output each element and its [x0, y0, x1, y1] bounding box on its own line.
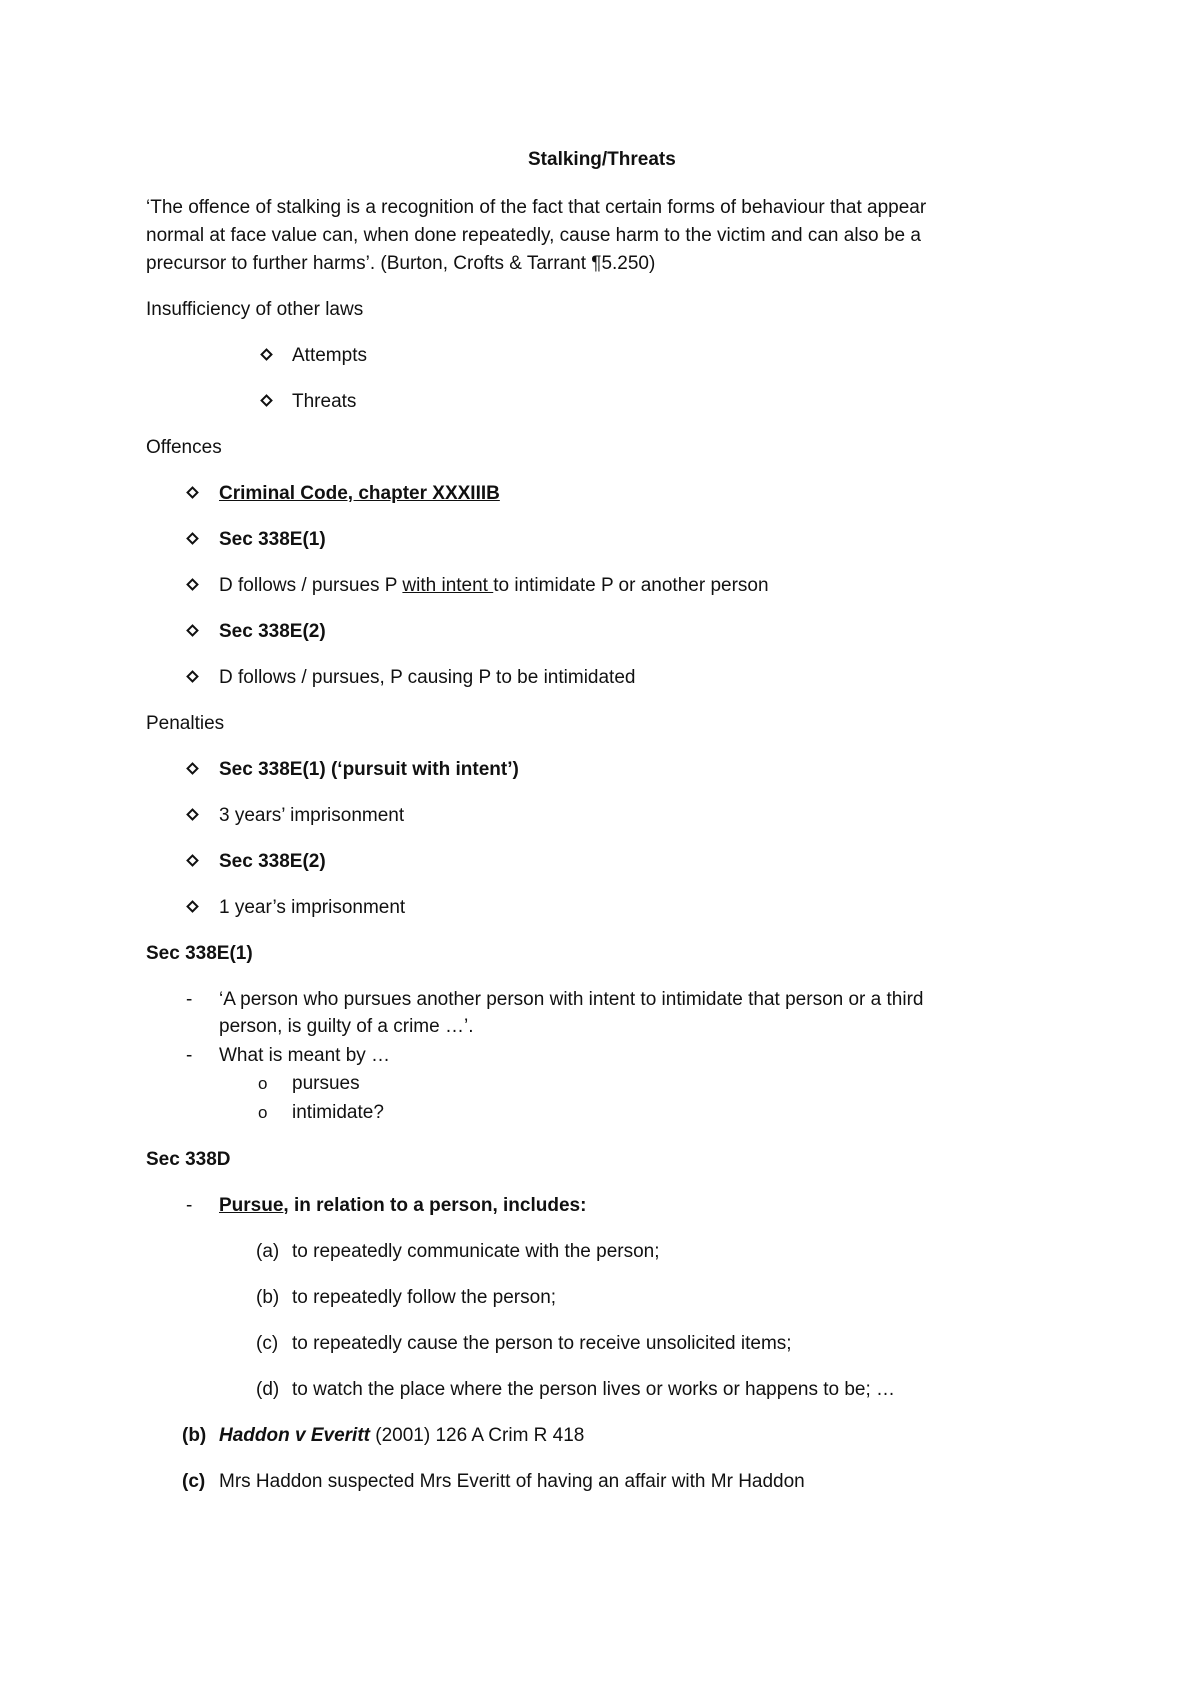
- sec-338e1-meant: What is meant by …: [219, 1045, 391, 1066]
- pursue-definition: Pursue, in relation to a person, includes:: [219, 1195, 587, 1216]
- quote-line-1: ‘The offence of stalking is a recognition of the fact that certain forms of behaviour that appear: [146, 197, 927, 218]
- diamond-bullet-icon: [186, 486, 199, 499]
- sec-338e1-heading: Sec 338E(1): [146, 943, 253, 964]
- case-fact: Mrs Haddon suspected Mrs Everitt of having an affair with Mr Haddon: [219, 1471, 805, 1492]
- dash-bullet: -: [186, 1045, 193, 1066]
- diamond-bullet-icon: [186, 900, 199, 913]
- definition-marker: (b): [256, 1287, 280, 1308]
- offences-item: D follows / pursues, P causing P to be intimidated: [219, 667, 636, 688]
- sec-338e1-quote-line-2: person, is guilty of a crime …’.: [219, 1016, 474, 1037]
- offences-heading: Offences: [146, 437, 222, 458]
- offences-item: Sec 338E(2): [219, 621, 326, 642]
- o-bullet: o: [258, 1103, 268, 1122]
- quote-line-2: normal at face value can, when done repeatedly, cause harm to the victim and can also be a: [146, 225, 921, 246]
- sec-338e1-sub-item: intimidate?: [292, 1102, 384, 1123]
- penalties-item: 1 year’s imprisonment: [219, 897, 406, 918]
- sec-338e1-quote-line-1: ‘A person who pursues another person with intent to intimidate that person or a third: [219, 989, 924, 1010]
- diamond-bullet-icon: [260, 394, 273, 407]
- diamond-bullet-icon: [186, 578, 199, 591]
- document-title: Stalking/Threats: [528, 149, 676, 170]
- definition-item: to repeatedly cause the person to receive unsolicited items;: [292, 1333, 792, 1354]
- diamond-bullet-icon: [260, 348, 273, 361]
- diamond-bullet-icon: [186, 762, 199, 775]
- diamond-bullet-icon: [186, 532, 199, 545]
- definition-item: to watch the place where the person lives or works or happens to be; …: [292, 1379, 896, 1400]
- offences-item: D follows / pursues P with intent to intimidate P or another person: [219, 575, 769, 596]
- offences-item: Sec 338E(1): [219, 529, 326, 550]
- penalties-item: Sec 338E(1) (‘pursuit with intent’): [219, 759, 519, 780]
- diamond-bullet-icon: [186, 854, 199, 867]
- o-bullet: o: [258, 1074, 268, 1093]
- penalties-item: Sec 338E(2): [219, 851, 326, 872]
- definition-marker: (d): [256, 1379, 280, 1400]
- definition-item: to repeatedly follow the person;: [292, 1287, 557, 1308]
- dash-bullet: -: [186, 1195, 193, 1216]
- case-marker: (c): [182, 1471, 206, 1492]
- diamond-bullet-icon: [186, 670, 199, 683]
- penalties-heading: Penalties: [146, 713, 225, 734]
- case-marker: (b): [182, 1425, 207, 1446]
- sec-338d-heading: Sec 338D: [146, 1149, 231, 1170]
- insufficiency-item: Attempts: [292, 345, 367, 366]
- offences-item: Criminal Code, chapter XXXIIIB: [219, 483, 500, 504]
- sec-338e1-sub-item: pursues: [292, 1073, 360, 1094]
- definition-item: to repeatedly communicate with the person;: [292, 1241, 660, 1262]
- case-citation: Haddon v Everitt (2001) 126 A Crim R 418: [219, 1425, 585, 1446]
- definition-marker: (a): [256, 1241, 280, 1262]
- quote-line-3: precursor to further harms’. (Burton, Crofts & Tarrant ¶5.250): [146, 253, 656, 274]
- insufficiency-item: Threats: [292, 391, 357, 412]
- diamond-bullet-icon: [186, 624, 199, 637]
- definition-marker: (c): [256, 1333, 279, 1354]
- penalties-item: 3 years’ imprisonment: [219, 805, 405, 826]
- insufficiency-heading: Insufficiency of other laws: [146, 299, 364, 320]
- dash-bullet: -: [186, 989, 193, 1010]
- diamond-bullet-icon: [186, 808, 199, 821]
